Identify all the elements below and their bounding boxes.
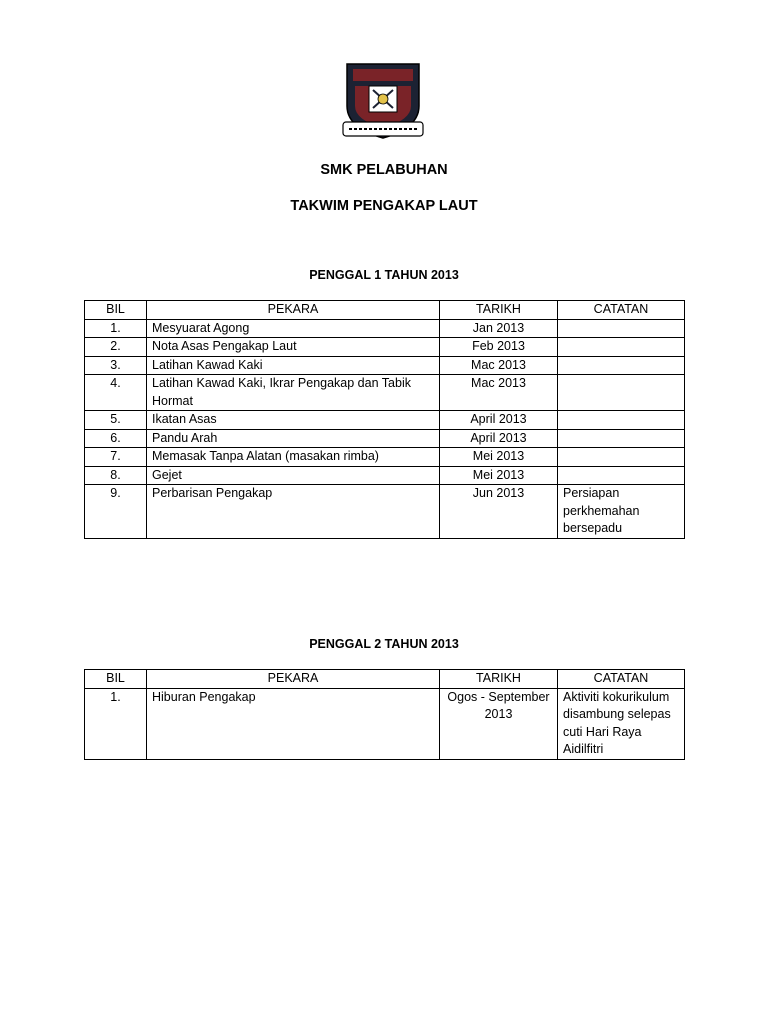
row-bil: 6. xyxy=(85,429,147,448)
row-tarikh: Mac 2013 xyxy=(440,356,558,375)
table-row xyxy=(85,485,685,539)
row-bil: 2. xyxy=(85,338,147,357)
row-pekara: Latihan Kawad Kaki, Ikrar Pengakap dan Tabik Hormat xyxy=(147,375,440,411)
row-tarikh: Jan 2013 xyxy=(440,319,558,338)
column-header-bil: BIL xyxy=(85,301,147,320)
row-bil: 9. xyxy=(85,485,147,539)
row-tarikh: Mei 2013 xyxy=(440,466,558,485)
table-row xyxy=(85,356,685,375)
row-catatan: Persiapan perkhemahan bersepadu xyxy=(558,485,685,539)
row-tarikh: Feb 2013 xyxy=(440,338,558,357)
row-bil: 8. xyxy=(85,466,147,485)
term1-table xyxy=(84,300,685,539)
row-pekara: Ikatan Asas xyxy=(147,411,440,430)
school-crest-logo xyxy=(339,62,427,146)
page-title: TAKWIM PENGAKAP LAUT xyxy=(290,198,478,214)
table-row xyxy=(85,375,685,411)
row-bil: 3. xyxy=(85,356,147,375)
column-header-catatan: CATATAN xyxy=(558,301,685,320)
row-pekara: Gejet xyxy=(147,466,440,485)
table-row xyxy=(85,338,685,357)
school-name: SMK PELABUHAN xyxy=(320,162,448,178)
table-row xyxy=(85,319,685,338)
row-pekara: Latihan Kawad Kaki xyxy=(147,356,440,375)
row-pekara: Mesyuarat Agong xyxy=(147,319,440,338)
row-catatan: Aktiviti kokurikulum disambung selepas cuti Hari Raya Aidilfitri xyxy=(558,688,685,759)
row-bil: 5. xyxy=(85,411,147,430)
row-pekara: Memasak Tanpa Alatan (masakan rimba) xyxy=(147,448,440,467)
column-header-tarikh: TARIKH xyxy=(440,301,558,320)
table-row xyxy=(85,429,685,448)
row-catatan xyxy=(558,429,685,448)
row-catatan xyxy=(558,375,685,411)
row-bil: 7. xyxy=(85,448,147,467)
row-catatan xyxy=(558,338,685,357)
column-header-pekara: PEKARA xyxy=(147,301,440,320)
row-catatan xyxy=(558,466,685,485)
row-tarikh: Mac 2013 xyxy=(440,375,558,411)
row-bil: 1. xyxy=(85,319,147,338)
term2-title: PENGGAL 2 TAHUN 2013 xyxy=(309,637,459,651)
table-header-row xyxy=(85,670,685,689)
column-header-pekara: PEKARA xyxy=(147,670,440,689)
column-header-tarikh: TARIKH xyxy=(440,670,558,689)
row-tarikh: Ogos - September 2013 xyxy=(440,688,558,759)
row-tarikh: Mei 2013 xyxy=(440,448,558,467)
row-tarikh: Jun 2013 xyxy=(440,485,558,539)
column-header-bil: BIL xyxy=(85,670,147,689)
row-bil: 1. xyxy=(85,688,147,759)
table-row xyxy=(85,466,685,485)
row-catatan xyxy=(558,411,685,430)
row-tarikh: April 2013 xyxy=(440,411,558,430)
row-bil: 4. xyxy=(85,375,147,411)
row-pekara: Perbarisan Pengakap xyxy=(147,485,440,539)
row-catatan xyxy=(558,356,685,375)
table-row xyxy=(85,448,685,467)
table-row xyxy=(85,688,685,759)
row-catatan xyxy=(558,319,685,338)
row-catatan xyxy=(558,448,685,467)
table-header-row xyxy=(85,301,685,320)
column-header-catatan: CATATAN xyxy=(558,670,685,689)
row-tarikh: April 2013 xyxy=(440,429,558,448)
term1-title: PENGGAL 1 TAHUN 2013 xyxy=(309,268,459,282)
row-pekara: Hiburan Pengakap xyxy=(147,688,440,759)
row-pekara: Nota Asas Pengakap Laut xyxy=(147,338,440,357)
table-row xyxy=(85,411,685,430)
term2-table xyxy=(84,669,685,760)
row-pekara: Pandu Arah xyxy=(147,429,440,448)
